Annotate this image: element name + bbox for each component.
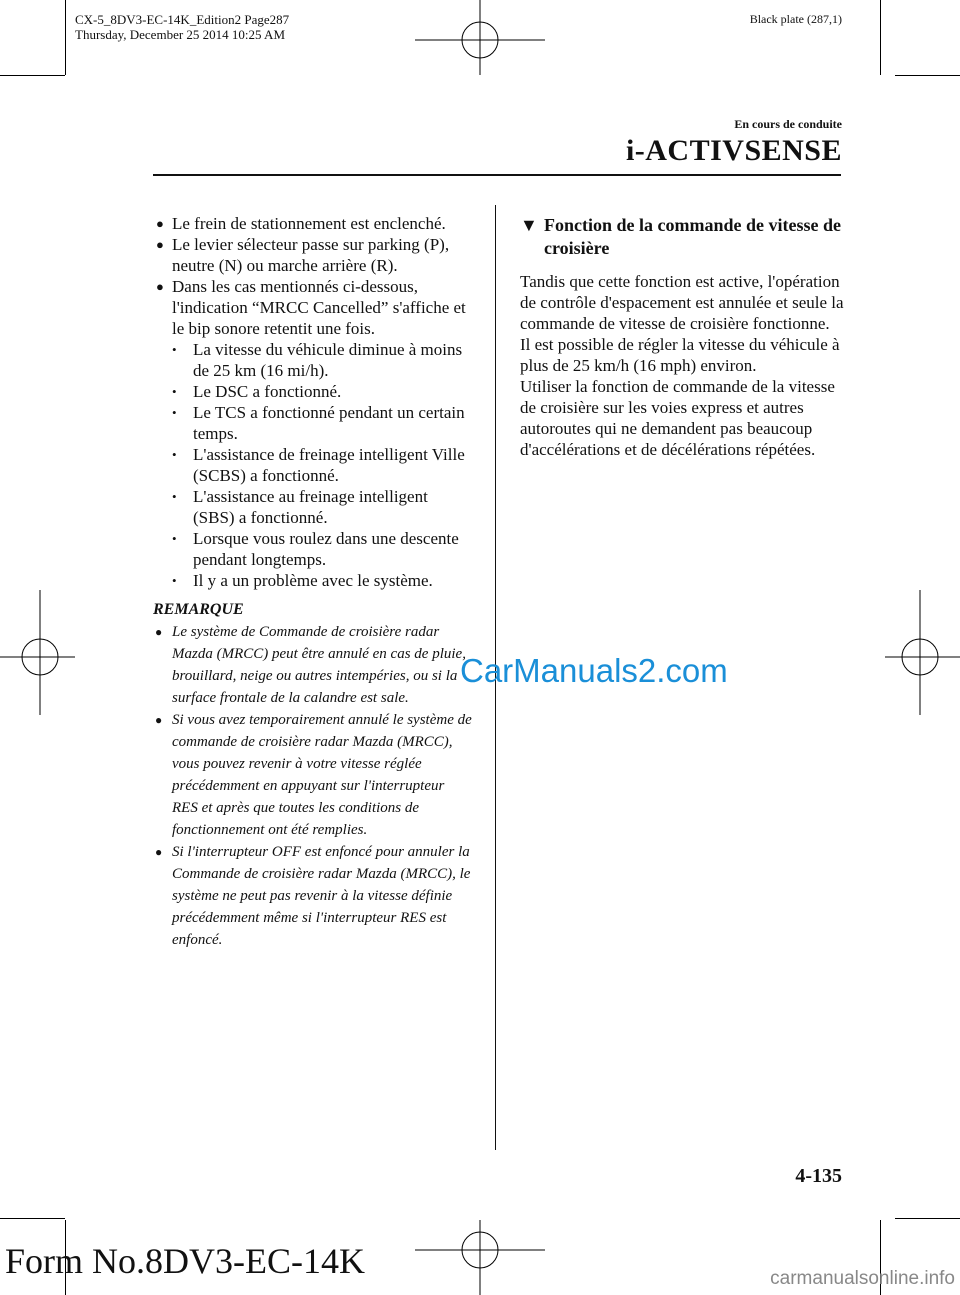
section-title: En cours de conduite [734,117,842,131]
sub-bullet-icon: • [172,573,177,588]
bullet-icon: ● [156,279,164,294]
bullet-icon: ● [155,625,163,639]
condition-list [153,213,473,339]
triangle-down-icon: ▼ [520,215,538,235]
list-item: • Lorsque vous roulez dans une descente pendant longtemps. [172,529,459,569]
form-number: Form No.8DV3-EC-14K [5,1241,365,1281]
paragraph: Utiliser la fonction de commande de la vitesse de croisière sur les voies express et autres autoroutes qui ne demandent pas beaucoup d'accélérations et de décélérations répétées. [520,377,835,459]
sub-bullet-icon: • [172,531,177,546]
print-info-line1: CX-5_8DV3-EC-14K_Edition2 Page287 [75,12,290,27]
subsection-heading: ▼ Fonction de la commande de vitesse de croisière [520,215,841,258]
sub-bullet-icon: • [172,384,177,399]
sub-bullet-icon: • [172,447,177,462]
note-item: ● Si vous avez temporairement annulé le système de commande de croisière radar Mazda (MRCC), vous pouvez revenir à votre vitesse réglée précédemment en appuyant sur l'interrupteur RES et après que toutes les conditions de fonctionnement ont été remplies. [153,709,473,841]
bullet-icon: ● [156,237,164,252]
list-item: • Le TCS a fonctionné pendant un certain temps. [172,403,465,443]
print-info [75,12,289,42]
paragraph: Il est possible de régler la vitesse du véhicule à plus de 25 km/h (16 mph) environ. [520,335,840,375]
sub-condition-list [153,339,473,591]
bullet-icon: ● [155,713,163,727]
paragraph: Tandis que cette fonction est active, l'opération de contrôle d'espacement est annulée et seule la commande de vitesse de croisière fonctionne. [520,272,844,333]
chapter-title: i-ACTIVSENSE [625,134,842,167]
plate-label: Black plate (287,1) [749,12,842,26]
list-item: • Il y a un problème avec le système. [172,571,433,590]
list-item: • L'assistance au freinage intelligent (SBS) a fonctionné. [172,487,428,527]
sub-bullet-icon: • [172,342,177,357]
right-column [520,213,850,460]
list-item: • Le DSC a fonctionné. [172,382,342,401]
list-item: ● Le frein de stationnement est enclenché. [156,214,446,233]
left-column [153,213,473,951]
site-watermark: carmanualsonline.info [770,1268,955,1289]
list-item: • L'assistance de freinage intelligent Ville (SCBS) a fonctionné. [172,445,465,485]
list-item: • La vitesse du véhicule diminue à moins de 25 km (16 mi/h). [172,340,463,380]
note-item: ● Le système de Commande de croisière radar Mazda (MRCC) peut être annulé en cas de pluie, brouillard, neige ou autres intempéries, ou si la surface frontale de la calandre est sale. [153,621,473,709]
list-item: ● Le levier sélecteur passe sur parking (P), neutre (N) ou marche arrière (R). [156,235,450,275]
list-item: ● Dans les cas mentionnés ci-dessous, l'indication “MRCC Cancelled” s'affiche et le bip sonore retentit une fois. [156,277,466,338]
note-item: ● Si l'interrupteur OFF est enfoncé pour annuler la Commande de croisière radar Mazda (MRCC), le système ne peut pas revenir à la vitesse définie précédemment même si l'interrupteur RES est enfoncé. [153,841,473,951]
sub-bullet-icon: • [172,489,177,504]
page-number: 4-135 [795,1165,842,1187]
bullet-icon: ● [155,845,163,859]
header-rule [153,174,841,176]
sub-bullet-icon: • [172,405,177,420]
note-title: REMARQUE [153,601,244,618]
print-info-line2: Thursday, December 25 2014 10:25 AM [75,27,286,42]
watermark: CarManuals2.com [460,652,728,689]
bullet-icon: ● [156,216,164,231]
